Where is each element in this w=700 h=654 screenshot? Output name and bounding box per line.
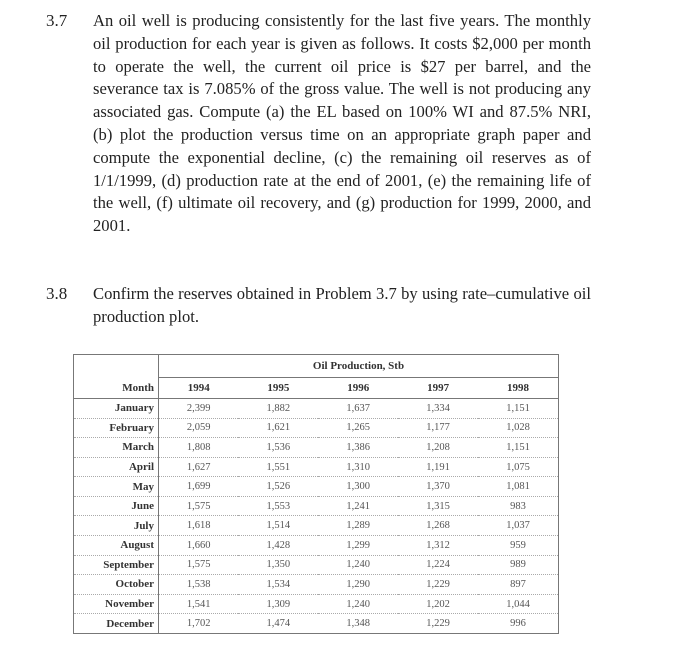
production-value-cell: 2,399 (159, 399, 239, 419)
production-value-cell: 1,240 (318, 555, 398, 575)
production-value-cell: 1,151 (478, 438, 558, 458)
column-header-row (74, 378, 558, 399)
production-value-cell: 1,312 (398, 536, 478, 556)
month-cell: September (74, 555, 159, 575)
month-cell: October (74, 575, 159, 595)
table-row (74, 555, 558, 575)
table-row (74, 614, 558, 633)
month-cell: May (74, 477, 159, 497)
month-cell: August (74, 536, 159, 556)
production-value-cell: 959 (478, 536, 558, 556)
year-header: 1997 (398, 378, 478, 399)
table-row (74, 399, 558, 419)
production-value-cell: 1,534 (238, 575, 318, 595)
production-value-cell: 1,702 (186, 618, 211, 630)
production-value-cell: 1,310 (318, 457, 398, 477)
production-value-cell: 1,637 (318, 399, 398, 419)
table-row (74, 457, 558, 477)
month-cell: February (74, 418, 159, 438)
table-row (74, 477, 558, 497)
table-row (74, 516, 558, 536)
production-value-cell: 1,348 (346, 618, 371, 630)
production-value-cell: 1,299 (318, 536, 398, 556)
production-value-cell: 1,538 (159, 575, 239, 595)
production-value-cell: 1,575 (159, 496, 239, 516)
month-cell: November (74, 594, 159, 614)
production-value-cell: 1,208 (398, 438, 478, 458)
production-value-cell: 1,386 (318, 438, 398, 458)
production-value-cell: 1,289 (318, 516, 398, 536)
production-value-cell: 1,627 (159, 457, 239, 477)
month-cell: April (74, 457, 159, 477)
production-value-cell: 1,037 (478, 516, 558, 536)
production-value-cell: 1,699 (159, 477, 239, 497)
production-value-cell: 1,660 (159, 536, 239, 556)
production-value-cell: 1,315 (398, 496, 478, 516)
problem-number: 3.7 (46, 11, 68, 30)
production-value-cell: 1,536 (238, 438, 318, 458)
production-value-cell: 897 (478, 575, 558, 595)
production-value-cell: 1,428 (238, 536, 318, 556)
production-value-cell: 1,808 (159, 438, 239, 458)
year-header: 1994 (159, 378, 239, 399)
production-value-cell: 1,224 (398, 555, 478, 575)
production-value-cell: 983 (478, 496, 558, 516)
month-cell: December (74, 614, 159, 633)
table-body (74, 399, 558, 634)
month-cell: March (74, 438, 159, 458)
table-row (74, 594, 558, 614)
production-value-cell: 1,265 (318, 418, 398, 438)
oil-production-table (73, 354, 559, 634)
production-value-cell: 1,268 (398, 516, 478, 536)
production-value-cell: 996 (510, 618, 526, 630)
production-value-cell: 1,290 (318, 575, 398, 595)
production-value-cell: 1,309 (238, 594, 318, 614)
table-row (74, 536, 558, 556)
production-value-cell: 1,202 (398, 594, 478, 614)
year-header: 1995 (238, 378, 318, 399)
problem-number: 3.8 (46, 284, 68, 303)
group-header: Oil Production, Stb (159, 355, 559, 378)
production-value-cell: 1,081 (478, 477, 558, 497)
production-value-cell: 1,151 (478, 399, 558, 419)
production-value-cell: 1,229 (426, 618, 450, 630)
production-value-cell: 1,541 (159, 594, 239, 614)
production-value-cell: 1,618 (159, 516, 239, 536)
year-header: 1998 (478, 378, 558, 399)
month-header: Month (74, 378, 159, 399)
empty-header-cell (74, 355, 159, 378)
table-row (74, 438, 558, 458)
production-value-cell: 1,882 (238, 399, 318, 419)
production-value-cell: 1,514 (238, 516, 318, 536)
table-row (74, 496, 558, 516)
production-value-cell: 1,575 (159, 555, 239, 575)
table-row (74, 418, 558, 438)
production-value-cell: 2,059 (159, 418, 239, 438)
production-value-cell: 1,028 (478, 418, 558, 438)
production-value-cell: 1,350 (238, 555, 318, 575)
production-value-cell: 1,526 (238, 477, 318, 497)
production-value-cell: 1,553 (238, 496, 318, 516)
production-value-cell: 1,334 (398, 399, 478, 419)
production-value-cell: 1,241 (318, 496, 398, 516)
problem-text: Confirm the reserves obtained in Problem 3.7 by using rate–cumulative oil production plot. (93, 284, 591, 326)
month-cell: June (74, 496, 159, 516)
production-value-cell: 1,621 (238, 418, 318, 438)
month-cell: July (74, 516, 159, 536)
production-value-cell: 1,240 (318, 594, 398, 614)
production-value-cell: 1,474 (266, 618, 291, 630)
production-value-cell: 1,370 (398, 477, 478, 497)
production-value-cell: 1,177 (398, 418, 478, 438)
production-value-cell: 1,075 (478, 457, 558, 477)
table-row (74, 575, 558, 595)
year-header: 1996 (318, 378, 398, 399)
production-value-cell: 1,044 (478, 594, 558, 614)
production-value-cell: 1,191 (398, 457, 478, 477)
production-value-cell: 1,229 (398, 575, 478, 595)
month-cell: January (74, 399, 159, 419)
production-value-cell: 1,551 (238, 457, 318, 477)
production-value-cell: 989 (478, 555, 558, 575)
production-value-cell: 1,300 (318, 477, 398, 497)
problem-text: An oil well is producing consistently for the last five years. The monthly oil production for each year is given as follows. It costs $2,000 per month to operate the well, the current oil price is $27 per barrel, and the severance tax is 7.085% of the gross value. The well is not producing any associated gas. Compute (a) the EL based on 100% WI and 87.5% NRI, (b) plot the production versus time on an appropriate graph paper and compute the exponential decline, (c) the remaining oil reserves as of 1/1/1999, (d) production rate at the end of 2001, (e) the remaining life of the well, (f) ultimate oil recovery, and (g) production for 1999, 2000, and 2001. (93, 11, 591, 236)
